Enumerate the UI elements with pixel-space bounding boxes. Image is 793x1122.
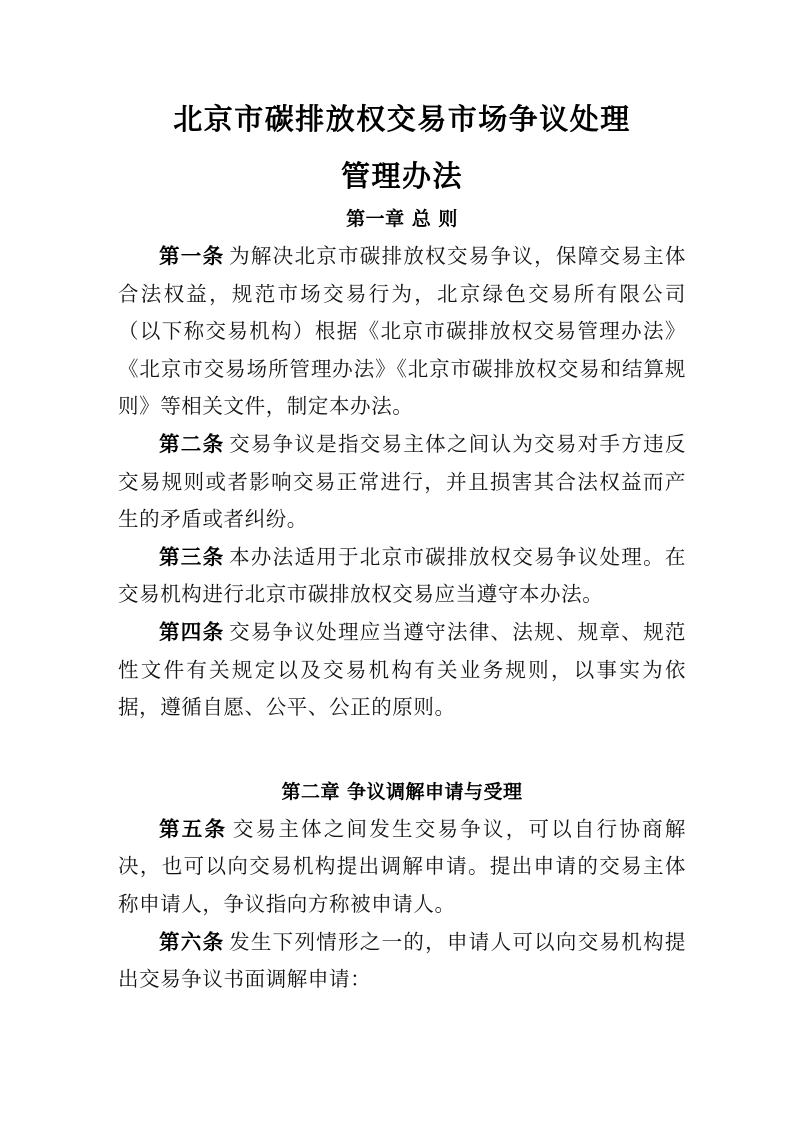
page-title-line-1: 北京市碳排放权交易市场争议处理 (173, 102, 631, 136)
article-paragraph (118, 539, 686, 614)
article-paragraph (118, 614, 686, 727)
article-paragraph (118, 924, 686, 999)
article-text: 交易主体之间发生交易争议，可以自行协商解决，也可以向交易机构提出调解申请。提出申请的交易主体称申请人，争议指向方称被申请人。 (118, 816, 686, 916)
chapter-heading-1: 第一章 总 则 (346, 208, 458, 230)
article-text: 为解决北京市碳排放权交易争议，保障交易主体合法权益，规范市场交易行为，北京绿色交易所有限公司（以下称交易机构）根据《北京市碳排放权交易管理办法》《北京市交易场所管理办法》《北京市碳排放权交易和结算规则》等相关文件，制定本办法。 (118, 244, 686, 419)
article-number: 第四条 (159, 619, 225, 644)
article-text: 发生下列情形之一的，申请人可以向交易机构提出交易争议书面调解申请： (118, 929, 686, 992)
article-text: 本办法适用于北京市碳排放权交易争议处理。在交易机构进行北京市碳排放权交易应当遵守本办法。 (118, 544, 686, 607)
article-paragraph (118, 426, 686, 539)
page-title-line-2: 管理办法 (340, 159, 463, 193)
page-title (118, 96, 686, 200)
article-number: 第五条 (159, 816, 228, 841)
document-content (118, 96, 686, 999)
article-number: 第一条 (159, 244, 225, 268)
chapter-heading-2: 第二章 争议调解申请与受理 (281, 780, 523, 803)
article-text: 交易争议是指交易主体之间认为交易对手方违反交易规则或者影响交易正常进行，并且损害其合法权益而产生的矛盾或者纠纷。 (118, 431, 686, 532)
article-paragraph (118, 238, 686, 426)
article-paragraph (118, 811, 686, 924)
article-number: 第六条 (159, 929, 225, 954)
article-text: 交易争议处理应当遵守法律、法规、规章、规范性文件有关规定以及交易机构有关业务规则，以事实为依据，遵循自愿、公平、公正的原则。 (118, 619, 686, 720)
article-number: 第三条 (159, 544, 225, 569)
article-number: 第二条 (159, 431, 225, 456)
